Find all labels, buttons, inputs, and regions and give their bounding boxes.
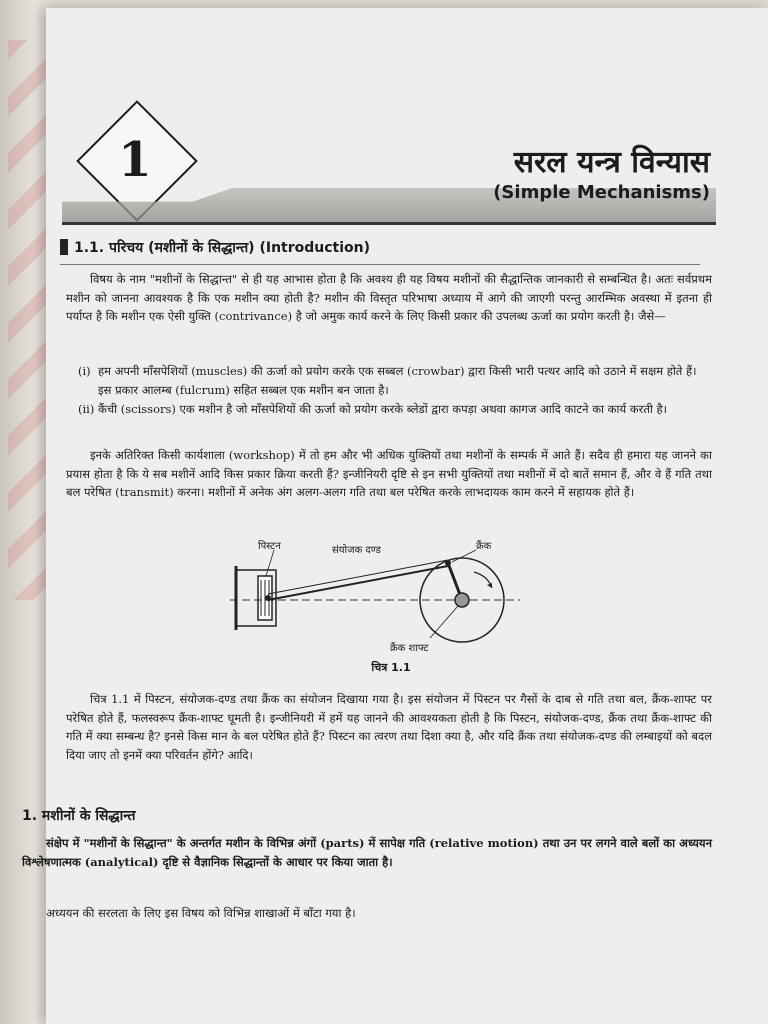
subsection-heading: 1. मशीनों के सिद्धान्त: [22, 808, 136, 824]
section-marker: [60, 239, 68, 255]
label-crank-shaft: क्रैंक शाफ्ट: [390, 643, 429, 654]
chapter-header-rule: [62, 222, 716, 225]
label-connecting-rod: संयोजक दण्ड: [332, 545, 381, 556]
list-item-number: (i): [78, 364, 91, 378]
chapter-number: 1: [118, 132, 152, 188]
chapter-title-english: (Simple Mechanisms): [493, 182, 710, 203]
label-crank: क्रैंक: [476, 541, 492, 552]
section-heading-text: 1.1. परिचय (मशीनों के सिद्धान्त) (Introduction): [74, 240, 371, 256]
label-piston: पिस्टन: [258, 541, 281, 552]
paragraph-branches: अध्ययन की सरलता के लिए इस विषय को विभिन्न शाखाओं में बाँटा गया है।: [46, 906, 356, 920]
list-item-number: (ii): [78, 402, 95, 416]
paragraph-figure-explanation: चित्र 1.1 में पिस्टन, संयोजक-दण्ड तथा क्रैंक का संयोजन दिखाया गया है। इस संयोजन में पिस्टन पर गैसों के दाब से गति तथा बल, क्रैंक-शाफ्ट पर परेषित होते हैं, फलस्वरूप क्रैंक-शाफ्ट घूमती है। इन्जीनियरी में हमें यह जानने की आवश्यकता होती है कि पिस्टन, संयोजक-दण्ड, क्रैंक तथा क्रैंक-शाफ्ट की गति में क्या सम्बन्ध है? इनसे किस मान के बल परेषित होते हैं? पिस्टन का त्वरण तथा दिशा क्या है, और यदि क्रैंक तथा संयोजक-दण्ड की लम्बाइयों को बदल दिया जाए तो इनमें क्या परिवर्तन होंगे? आदि।: [66, 692, 712, 762]
adjacent-page-pattern: [8, 40, 48, 600]
figure-caption: चित्र 1.1: [371, 661, 411, 674]
list-item-text: हम अपनी माँसपेशियों (muscles) की ऊर्जा को प्रयोग करके एक सब्बल (crowbar) द्वारा किसी भारी पत्थर आदि को उठाने में सक्षम होते हैं। इस प्रकार आलम्ब (fulcrum) सहित सब्बल एक मशीन बन जाता है।: [98, 364, 697, 397]
paragraph-intro: विषय के नाम "मशीनों के सिद्धान्त" से ही यह आभास होता है कि अवश्य ही यह विषय मशीनों की सैद्धान्तिक जानकारी से सम्बन्धित है। अतः सर्वप्रथम मशीन को जानना आवश्यक है कि एक मशीन क्या होती है? मशीन की विस्तृत परिभाषा अध्याय में आगे की जाएगी परन्तु आरम्भिक अवस्था में इतना ही पर्याप्त है कि मशीन एक ऐसी युक्ति (contrivance) है जो अमुक कार्य करने के लिए किसी प्रकार की उपलब्ध ऊर्जा का प्रयोग करती है। जैसे—: [66, 272, 712, 323]
chapter-title-hindi: सरल यन्त्र विन्यास: [513, 145, 710, 180]
list-item: [78, 362, 712, 399]
section-heading: [60, 238, 700, 265]
list-item: [78, 400, 712, 419]
paragraph-summary: संक्षेप में "मशीनों के सिद्धान्त" के अन्तर्गत मशीन के विभिन्न अंगों (parts) में सापेक्ष गति (relative motion) तथा उन पर लगने वाले बलों का अध्ययन विश्लेषणात्मक (analytical) दृष्टि से वैज्ञानिक सिद्धान्तों के आधार पर किया जाता है।: [22, 836, 712, 869]
figure-piston-crank: [230, 536, 530, 664]
paragraph-workshop: इनके अतिरिक्त किसी कार्यशाला (workshop) में तो हम और भी अधिक युक्तियों तथा मशीनों के सम्पर्क में आते हैं। सदैव ही हमारा यह जानने का प्रयास होता है कि ये सब मशीनें आदि किस प्रकार क्रिया करती हैं? इन्जीनियरी दृष्टि से इन सभी युक्तियों तथा मशीनों में दो बातें समान हैं, और वे हैं गति तथा बल परेषित (transmit) करना। मशीनों में अनेक अंग अलग-अलग गति तथा बल परेषित करके लाभदायक काम करने में सहायक होते हैं।: [66, 448, 712, 499]
list-item-text: कैंची (scissors) एक मशीन है जो माँसपेशियों की ऊर्जा को प्रयोग करके ब्लेडों द्वारा कपड़ा अथवा कागज आदि काटने का कार्य करती है।: [98, 402, 667, 416]
